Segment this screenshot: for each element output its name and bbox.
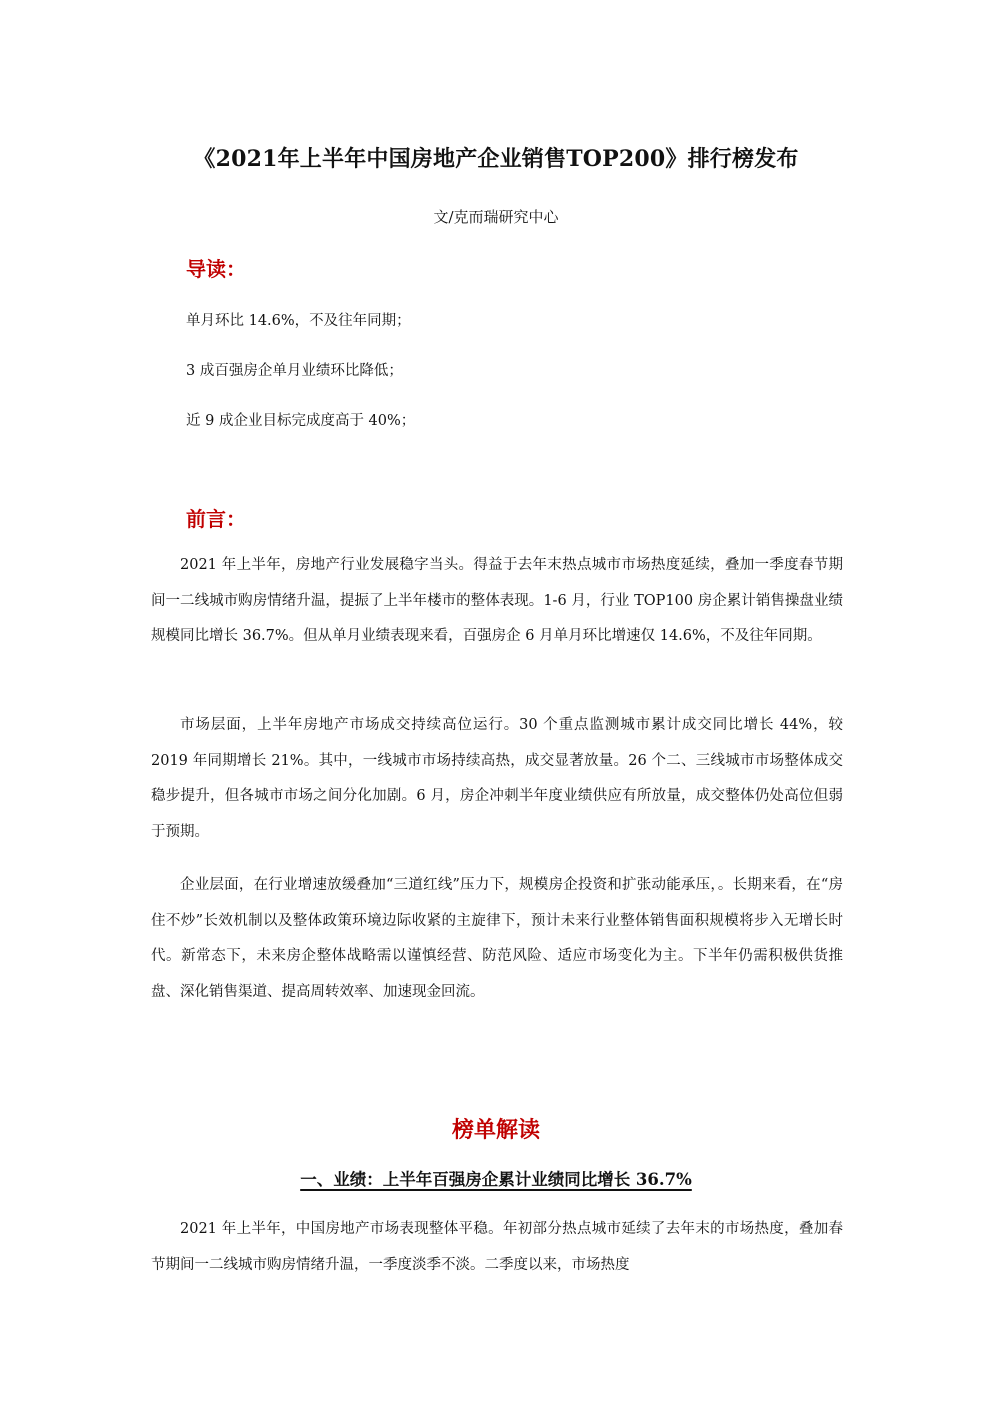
intro-point: 3 成百强房企单月业绩环比降低；	[186, 363, 403, 379]
preface-heading: 前言：	[186, 507, 246, 531]
document-title: 《2021年上半年中国房地产企业销售TOP200》排行榜发布	[193, 146, 799, 172]
intro-point: 单月环比 14.6%，不及往年同期；	[186, 313, 411, 329]
preface-paragraph: 市场层面，上半年房地产市场成交持续高位运行。30 个重点监测城市累计成交同比增长 44%，较 2019 年同期增长 21%。其中，一线城市市场持续高热，成交显著放量。26 个二、三线城市市场整体成交稳步提升，但各城市市场之间分化加剧。6 月，房企冲刺半年度业绩供应有所放量，成交整体仍处高位但弱于预期。	[151, 717, 843, 840]
intro-point: 近 9 成企业目标完成度高于 40%；	[186, 413, 416, 429]
ranking-subheading-text: 一、业绩：上半年百强房企累计业绩同比增长 36.7%	[300, 1170, 692, 1189]
preface-paragraph: 2021 年上半年，房地产行业发展稳字当头。得益于去年末热点城市市场热度延续，叠加一季度春节期间一二线城市购房情绪升温，提振了上半年楼市的整体表现。1-6 月，行业 TOP100 房企累计销售操盘业绩规模同比增长 36.7%。但从单月业绩表现来看，百强房企 6 月单月环比增速仅 14.6%，不及往年同期。	[151, 557, 843, 645]
intro-heading: 导读：	[186, 257, 246, 281]
ranking-heading: 榜单解读	[451, 1117, 540, 1143]
ranking-paragraph: 2021 年上半年，中国房地产市场表现整体平稳。年初部分热点城市延续了去年末的市场热度，叠加春节期间一二线城市购房情绪升温，一季度淡季不淡。二季度以来，市场热度	[151, 1221, 843, 1273]
ranking-subheading	[100, 1166, 892, 1190]
document-byline: 文/克而瑞研究中心	[433, 208, 559, 226]
preface-paragraph: 企业层面，在行业增速放缓叠加“三道红线”压力下，规模房企投资和扩张动能承压，。长期来看，在“房住不炒”长效机制以及整体政策环境边际收紧的主旋律下，预计未来行业整体销售面积规模将步入无增长时代。新常态下，未来房企整体战略需以谨慎经营、防范风险、适应市场变化为主。下半年仍需积极供货推盘、深化销售渠道、提高周转效率、加速现金回流。	[151, 877, 843, 1000]
